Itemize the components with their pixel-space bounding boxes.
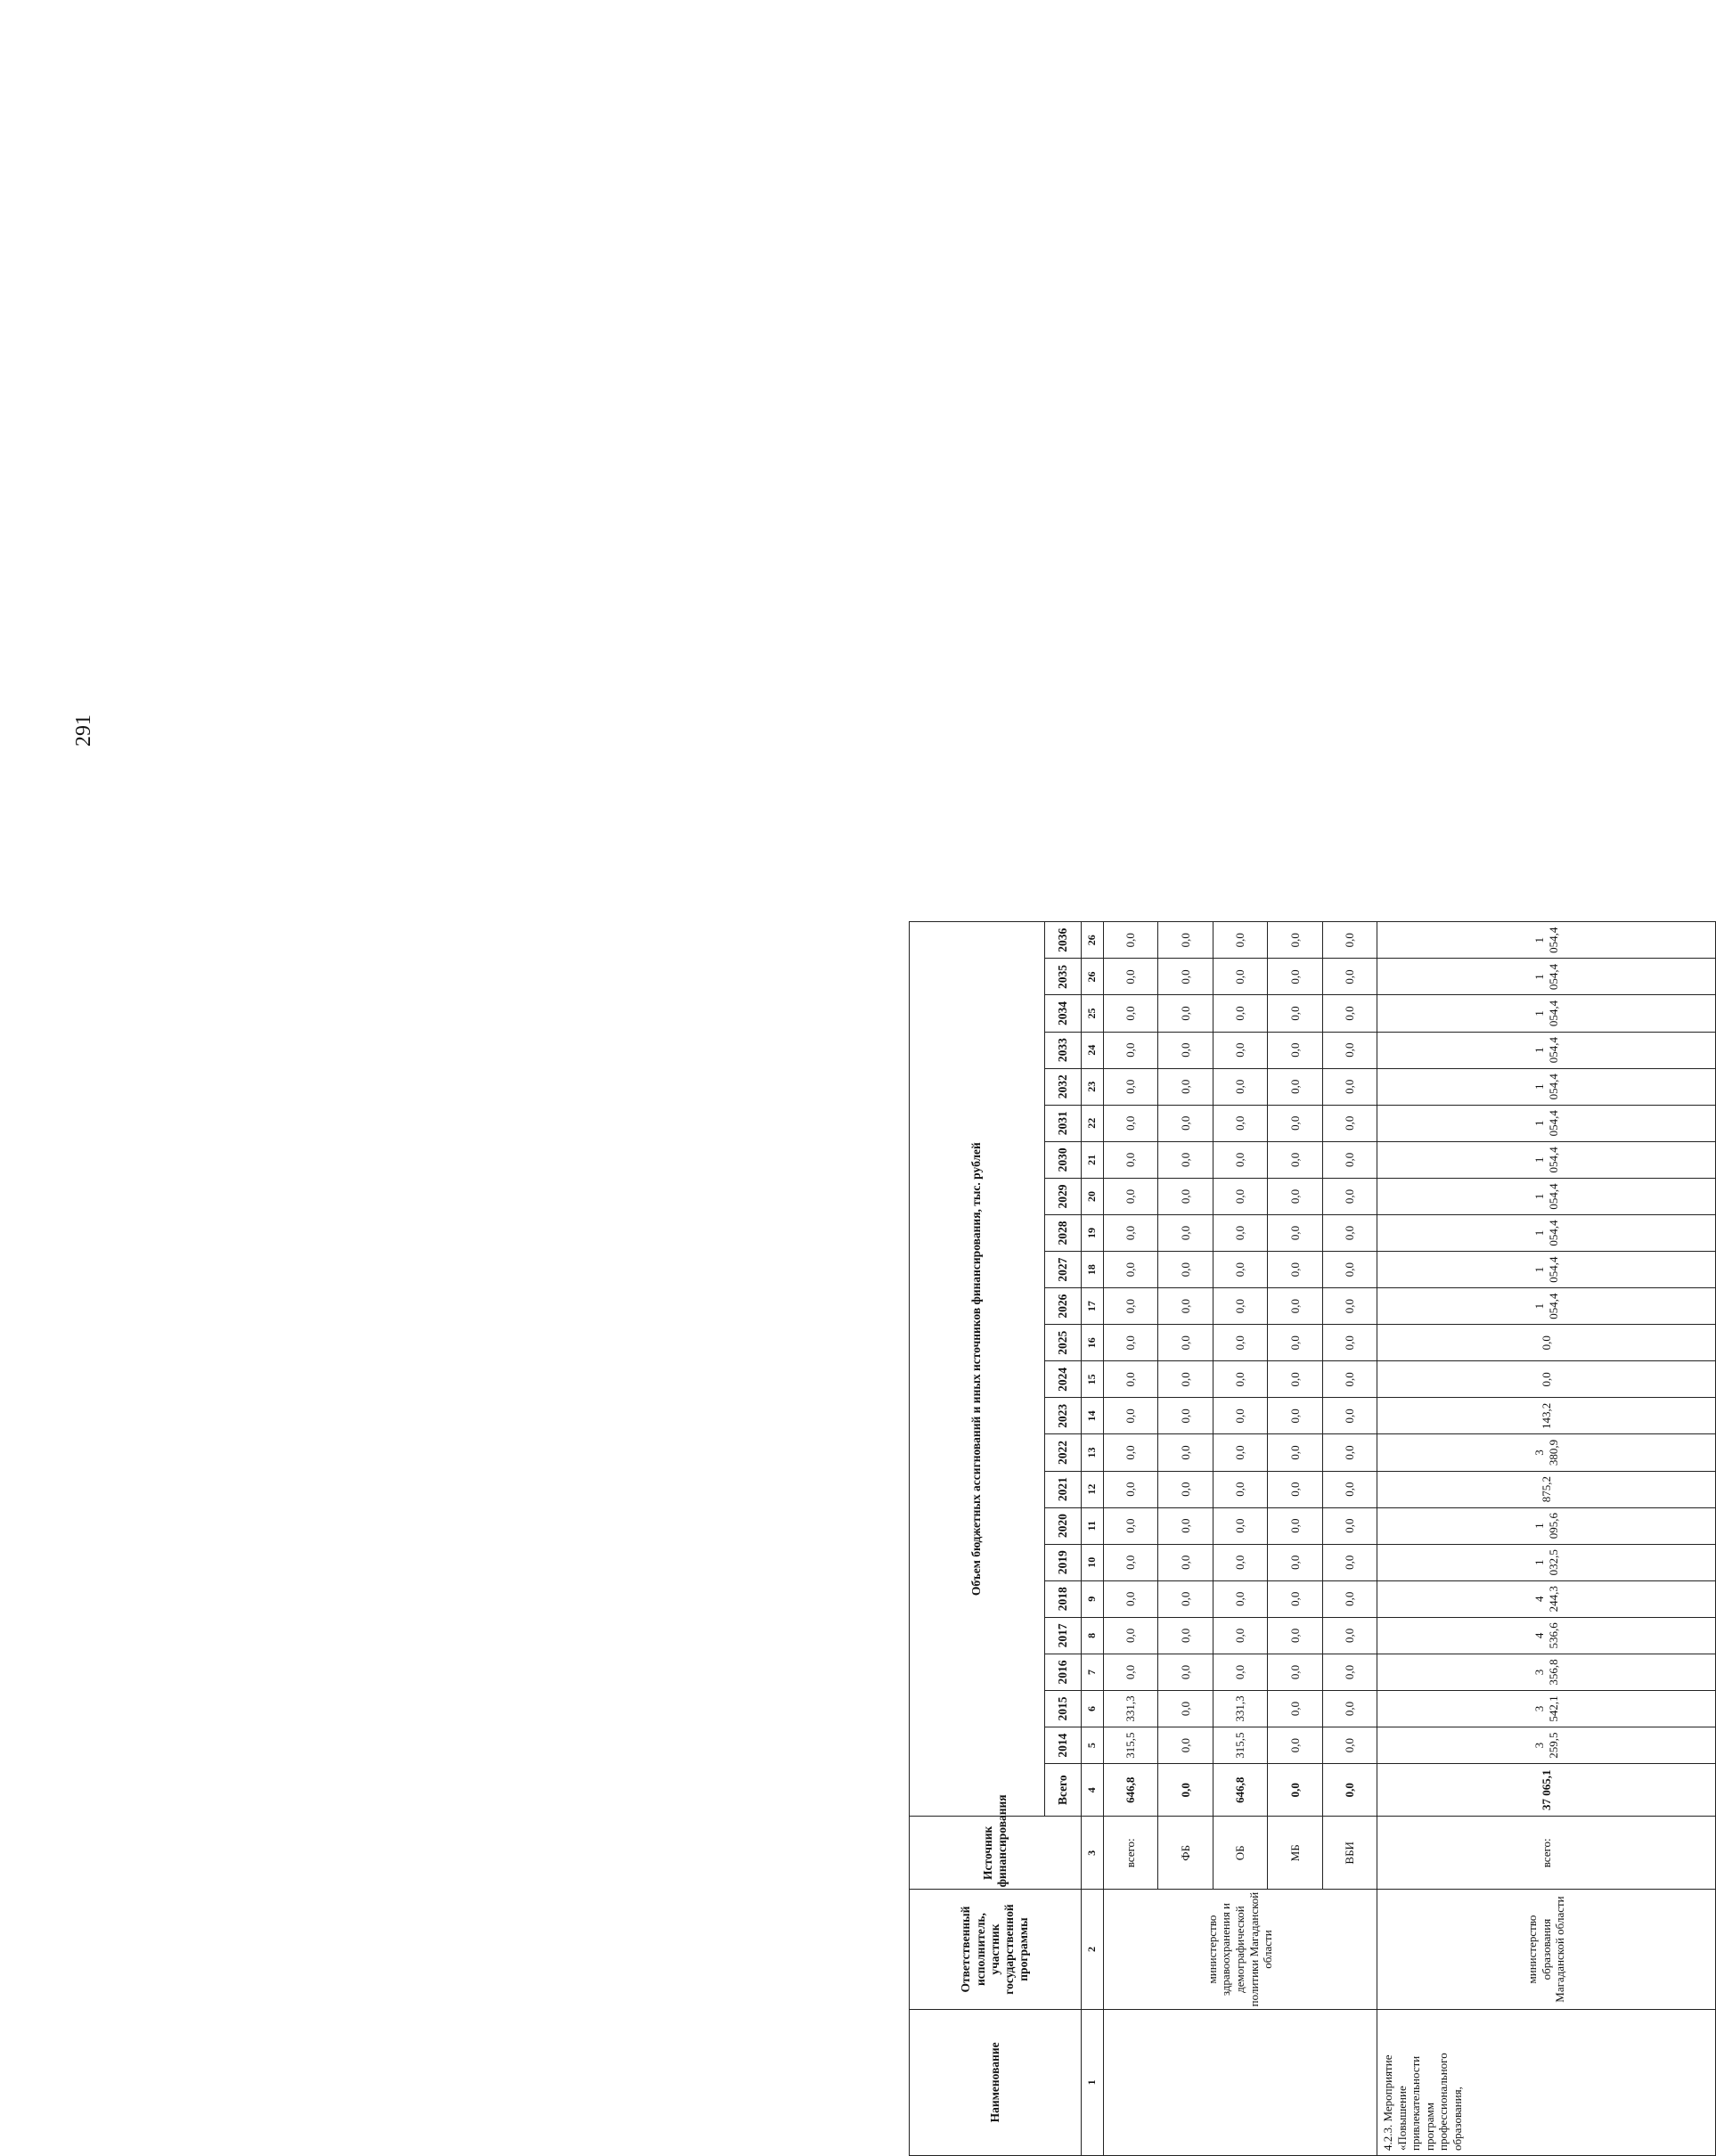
value-cell: 0,0 xyxy=(1158,1690,1213,1727)
column-number: 6 xyxy=(1081,1690,1103,1727)
value-cell: 0,0 xyxy=(1377,1361,1716,1398)
value-cell: 0,0 xyxy=(1158,1580,1213,1617)
value-cell: 0,0 xyxy=(1103,1032,1157,1068)
value-cell: 0,0 xyxy=(1158,1434,1213,1471)
value-cell: 0,0 xyxy=(1213,1361,1267,1398)
value-cell: 0,0 xyxy=(1103,1178,1157,1214)
value-cell: 0,0 xyxy=(1268,1361,1322,1398)
header-row xyxy=(910,922,1045,2156)
value-cell: 0,0 xyxy=(1158,1032,1213,1068)
column-number: 3 xyxy=(1081,1817,1103,1890)
value-cell: 0,0 xyxy=(1103,1105,1157,1141)
value-cell: 0,0 xyxy=(1158,1544,1213,1580)
value-cell: 0,0 xyxy=(1268,1471,1322,1507)
column-number: 8 xyxy=(1081,1617,1103,1654)
header-year: 2027 xyxy=(1044,1252,1081,1288)
column-number: 2 xyxy=(1081,1890,1103,2009)
value-cell: 0,0 xyxy=(1158,1141,1213,1178)
financing-table xyxy=(909,921,1716,2156)
value-cell: 0,0 xyxy=(1322,1361,1377,1398)
value-cell: 1 095,6 xyxy=(1377,1507,1716,1544)
value-cell: 331,3 xyxy=(1213,1690,1267,1727)
column-number: 13 xyxy=(1081,1434,1103,1471)
value-cell: 0,0 xyxy=(1103,1654,1157,1690)
total-cell: 646,8 xyxy=(1103,1764,1157,1817)
value-cell: 0,0 xyxy=(1322,1617,1377,1654)
responsible-org: министерство здравоохранения и демографической политики Магаданской области xyxy=(1103,1890,1377,2009)
value-cell: 0,0 xyxy=(1103,1434,1157,1471)
header-year: 2026 xyxy=(1044,1288,1081,1325)
value-cell: 0,0 xyxy=(1268,1252,1322,1288)
value-cell: 0,0 xyxy=(1268,1032,1322,1068)
value-cell: 875,2 xyxy=(1377,1471,1716,1507)
value-cell: 0,0 xyxy=(1322,1544,1377,1580)
column-number: 25 xyxy=(1081,995,1103,1032)
value-cell: 0,0 xyxy=(1268,1178,1322,1214)
total-cell: 646,8 xyxy=(1213,1764,1267,1817)
value-cell: 0,0 xyxy=(1158,1325,1213,1361)
value-cell: 1 054,4 xyxy=(1377,1288,1716,1325)
value-cell: 0,0 xyxy=(1268,1617,1322,1654)
value-cell: 0,0 xyxy=(1213,1214,1267,1251)
value-cell: 0,0 xyxy=(1268,1507,1322,1544)
column-number: 1 xyxy=(1081,2009,1103,2155)
column-number-row xyxy=(1081,922,1103,2156)
header-year: 2016 xyxy=(1044,1654,1081,1690)
value-cell: 0,0 xyxy=(1103,1325,1157,1361)
column-number: 14 xyxy=(1081,1398,1103,1434)
value-cell: 0,0 xyxy=(1103,1141,1157,1178)
value-cell: 0,0 xyxy=(1377,1325,1716,1361)
source-cell: ФБ xyxy=(1158,1817,1213,1890)
column-number: 19 xyxy=(1081,1214,1103,1251)
value-cell: 0,0 xyxy=(1268,1544,1322,1580)
value-cell: 0,0 xyxy=(1158,1178,1213,1214)
value-cell: 0,0 xyxy=(1158,1361,1213,1398)
value-cell: 1 054,4 xyxy=(1377,1141,1716,1178)
header-name: Наименование xyxy=(910,2009,1082,2155)
value-cell: 0,0 xyxy=(1213,1580,1267,1617)
value-cell: 0,0 xyxy=(1213,1032,1267,1068)
header-year: 2018 xyxy=(1044,1580,1081,1617)
value-cell: 0,0 xyxy=(1158,995,1213,1032)
value-cell: 0,0 xyxy=(1103,959,1157,995)
header-year: 2023 xyxy=(1044,1398,1081,1434)
header-year: 2020 xyxy=(1044,1507,1081,1544)
value-cell: 0,0 xyxy=(1158,1654,1213,1690)
value-cell: 1 032,5 xyxy=(1377,1544,1716,1580)
value-cell: 3 259,5 xyxy=(1377,1727,1716,1764)
column-number: 9 xyxy=(1081,1580,1103,1617)
header-year: 2029 xyxy=(1044,1178,1081,1214)
value-cell: 0,0 xyxy=(1322,1288,1377,1325)
column-number: 11 xyxy=(1081,1507,1103,1544)
value-cell: 1 054,4 xyxy=(1377,959,1716,995)
value-cell: 0,0 xyxy=(1103,1252,1157,1288)
value-cell: 1 054,4 xyxy=(1377,1068,1716,1105)
rotated-table-sheet xyxy=(102,114,1567,2151)
value-cell: 0,0 xyxy=(1213,1288,1267,1325)
header-year: 2014 xyxy=(1044,1727,1081,1764)
value-cell: 0,0 xyxy=(1322,1690,1377,1727)
header-source: Источник финансирования xyxy=(910,1817,1082,1890)
column-number: 5 xyxy=(1081,1727,1103,1764)
header-responsible: Ответственный исполнитель, участник государственной программы xyxy=(910,1890,1082,2009)
value-cell: 0,0 xyxy=(1213,1105,1267,1141)
column-number: 7 xyxy=(1081,1654,1103,1690)
value-cell: 0,0 xyxy=(1103,1361,1157,1398)
value-cell: 0,0 xyxy=(1213,1544,1267,1580)
data-row xyxy=(1377,922,1716,2156)
header-year: 2035 xyxy=(1044,959,1081,995)
source-cell: всего: xyxy=(1103,1817,1157,1890)
value-cell: 0,0 xyxy=(1213,1434,1267,1471)
value-cell: 0,0 xyxy=(1213,959,1267,995)
value-cell: 0,0 xyxy=(1158,1727,1213,1764)
column-number: 24 xyxy=(1081,1032,1103,1068)
value-cell: 0,0 xyxy=(1103,1288,1157,1325)
value-cell: 0,0 xyxy=(1268,1288,1322,1325)
value-cell: 0,0 xyxy=(1268,1727,1322,1764)
value-cell: 0,0 xyxy=(1268,1105,1322,1141)
column-number: 12 xyxy=(1081,1471,1103,1507)
column-number: 26 xyxy=(1081,959,1103,995)
value-cell: 0,0 xyxy=(1322,1252,1377,1288)
value-cell: 0,0 xyxy=(1268,1068,1322,1105)
source-cell: ВБИ xyxy=(1322,1817,1377,1890)
value-cell: 0,0 xyxy=(1158,922,1213,959)
header-year: 2036 xyxy=(1044,922,1081,959)
value-cell: 0,0 xyxy=(1158,1507,1213,1544)
column-number: 20 xyxy=(1081,1178,1103,1214)
value-cell: 0,0 xyxy=(1213,1398,1267,1434)
value-cell: 0,0 xyxy=(1322,1032,1377,1068)
value-cell: 0,0 xyxy=(1213,1325,1267,1361)
value-cell: 0,0 xyxy=(1158,1288,1213,1325)
header-year: 2034 xyxy=(1044,995,1081,1032)
total-cell: 0,0 xyxy=(1322,1764,1377,1817)
value-cell: 0,0 xyxy=(1322,1398,1377,1434)
column-number: 18 xyxy=(1081,1252,1103,1288)
page-number: 291 xyxy=(72,715,95,747)
column-number: 15 xyxy=(1081,1361,1103,1398)
value-cell: 0,0 xyxy=(1268,959,1322,995)
value-cell: 0,0 xyxy=(1268,1690,1322,1727)
value-cell: 0,0 xyxy=(1213,1068,1267,1105)
value-cell: 0,0 xyxy=(1322,995,1377,1032)
value-cell: 0,0 xyxy=(1268,1398,1322,1434)
header-year: 2022 xyxy=(1044,1434,1081,1471)
column-number: 23 xyxy=(1081,1068,1103,1105)
data-row xyxy=(1103,922,1157,2156)
value-cell: 1 054,4 xyxy=(1377,1178,1716,1214)
header-year: 2025 xyxy=(1044,1325,1081,1361)
value-cell: 1 054,4 xyxy=(1377,995,1716,1032)
value-cell: 0,0 xyxy=(1158,1068,1213,1105)
value-cell: 0,0 xyxy=(1158,1471,1213,1507)
value-cell: 0,0 xyxy=(1268,922,1322,959)
value-cell: 0,0 xyxy=(1213,1252,1267,1288)
value-cell: 0,0 xyxy=(1268,1434,1322,1471)
value-cell: 0,0 xyxy=(1103,1398,1157,1434)
header-year: 2033 xyxy=(1044,1032,1081,1068)
header-year: 2017 xyxy=(1044,1617,1081,1654)
value-cell: 0,0 xyxy=(1213,1654,1267,1690)
value-cell: 0,0 xyxy=(1268,1325,1322,1361)
value-cell: 0,0 xyxy=(1103,995,1157,1032)
value-cell: 0,0 xyxy=(1322,1141,1377,1178)
value-cell: 0,0 xyxy=(1158,1214,1213,1251)
value-cell: 0,0 xyxy=(1158,1398,1213,1434)
header-year: 2030 xyxy=(1044,1141,1081,1178)
value-cell: 0,0 xyxy=(1322,1580,1377,1617)
item-name xyxy=(1103,2009,1377,2155)
value-cell: 0,0 xyxy=(1322,1068,1377,1105)
value-cell: 1 054,4 xyxy=(1377,1252,1716,1288)
value-cell: 0,0 xyxy=(1103,1214,1157,1251)
value-cell: 0,0 xyxy=(1158,1252,1213,1288)
value-cell: 0,0 xyxy=(1103,1068,1157,1105)
value-cell: 0,0 xyxy=(1213,1617,1267,1654)
value-cell: 1 054,4 xyxy=(1377,922,1716,959)
value-cell: 3 542,1 xyxy=(1377,1690,1716,1727)
value-cell: 143,2 xyxy=(1377,1398,1716,1434)
value-cell: 0,0 xyxy=(1103,1471,1157,1507)
header-volume: Объем бюджетных ассигнований и иных источников финансирования, тыс. рублей xyxy=(910,922,1045,1817)
responsible-org: министерство образования Магаданской области xyxy=(1377,1890,1716,2009)
value-cell: 0,0 xyxy=(1322,1507,1377,1544)
value-cell: 0,0 xyxy=(1213,1471,1267,1507)
value-cell: 3 356,8 xyxy=(1377,1654,1716,1690)
value-cell: 0,0 xyxy=(1322,1214,1377,1251)
value-cell: 0,0 xyxy=(1322,1178,1377,1214)
value-cell: 0,0 xyxy=(1103,1617,1157,1654)
value-cell: 1 054,4 xyxy=(1377,1105,1716,1141)
value-cell: 1 054,4 xyxy=(1377,1032,1716,1068)
value-cell: 0,0 xyxy=(1158,1617,1213,1654)
value-cell: 4 536,6 xyxy=(1377,1617,1716,1654)
source-cell: МБ xyxy=(1268,1817,1322,1890)
value-cell: 0,0 xyxy=(1268,1580,1322,1617)
column-number: 21 xyxy=(1081,1141,1103,1178)
value-cell: 0,0 xyxy=(1213,1507,1267,1544)
value-cell: 0,0 xyxy=(1322,1325,1377,1361)
value-cell: 0,0 xyxy=(1268,1141,1322,1178)
value-cell: 0,0 xyxy=(1103,1544,1157,1580)
value-cell: 0,0 xyxy=(1322,1105,1377,1141)
header-year: 2028 xyxy=(1044,1214,1081,1251)
column-number: 17 xyxy=(1081,1288,1103,1325)
value-cell: 1 054,4 xyxy=(1377,1214,1716,1251)
value-cell: 0,0 xyxy=(1322,1654,1377,1690)
value-cell: 0,0 xyxy=(1103,1507,1157,1544)
value-cell: 0,0 xyxy=(1322,1727,1377,1764)
source-cell: ОБ xyxy=(1213,1817,1267,1890)
value-cell: 331,3 xyxy=(1103,1690,1157,1727)
total-cell: 0,0 xyxy=(1158,1764,1213,1817)
value-cell: 4 244,3 xyxy=(1377,1580,1716,1617)
column-number: 4 xyxy=(1081,1764,1103,1817)
header-year: 2024 xyxy=(1044,1361,1081,1398)
value-cell: 0,0 xyxy=(1213,995,1267,1032)
value-cell: 0,0 xyxy=(1213,922,1267,959)
header-year: 2019 xyxy=(1044,1544,1081,1580)
column-number: 22 xyxy=(1081,1105,1103,1141)
total-cell: 37 065,1 xyxy=(1377,1764,1716,1817)
value-cell: 0,0 xyxy=(1213,1141,1267,1178)
header-year: 2015 xyxy=(1044,1690,1081,1727)
value-cell: 0,0 xyxy=(1268,1654,1322,1690)
header-year: 2021 xyxy=(1044,1471,1081,1507)
header-year: 2032 xyxy=(1044,1068,1081,1105)
value-cell: 0,0 xyxy=(1322,1471,1377,1507)
column-number: 16 xyxy=(1081,1325,1103,1361)
header-total: Всего xyxy=(1044,1764,1081,1817)
source-cell: всего: xyxy=(1377,1817,1716,1890)
total-cell: 0,0 xyxy=(1268,1764,1322,1817)
value-cell: 0,0 xyxy=(1103,1580,1157,1617)
header-year: 2031 xyxy=(1044,1105,1081,1141)
value-cell: 0,0 xyxy=(1103,922,1157,959)
column-number: 10 xyxy=(1081,1544,1103,1580)
value-cell: 0,0 xyxy=(1322,922,1377,959)
column-number: 26 xyxy=(1081,922,1103,959)
value-cell: 0,0 xyxy=(1158,959,1213,995)
value-cell: 0,0 xyxy=(1268,995,1322,1032)
value-cell: 0,0 xyxy=(1322,959,1377,995)
value-cell: 3 380,9 xyxy=(1377,1434,1716,1471)
value-cell: 0,0 xyxy=(1158,1105,1213,1141)
value-cell: 0,0 xyxy=(1322,1434,1377,1471)
item-name: 4.2.3. Мероприятие «Повышение привлекательности программ профессионального образования, xyxy=(1377,2009,1716,2155)
value-cell: 315,5 xyxy=(1213,1727,1267,1764)
value-cell: 315,5 xyxy=(1103,1727,1157,1764)
value-cell: 0,0 xyxy=(1213,1178,1267,1214)
value-cell: 0,0 xyxy=(1268,1214,1322,1251)
